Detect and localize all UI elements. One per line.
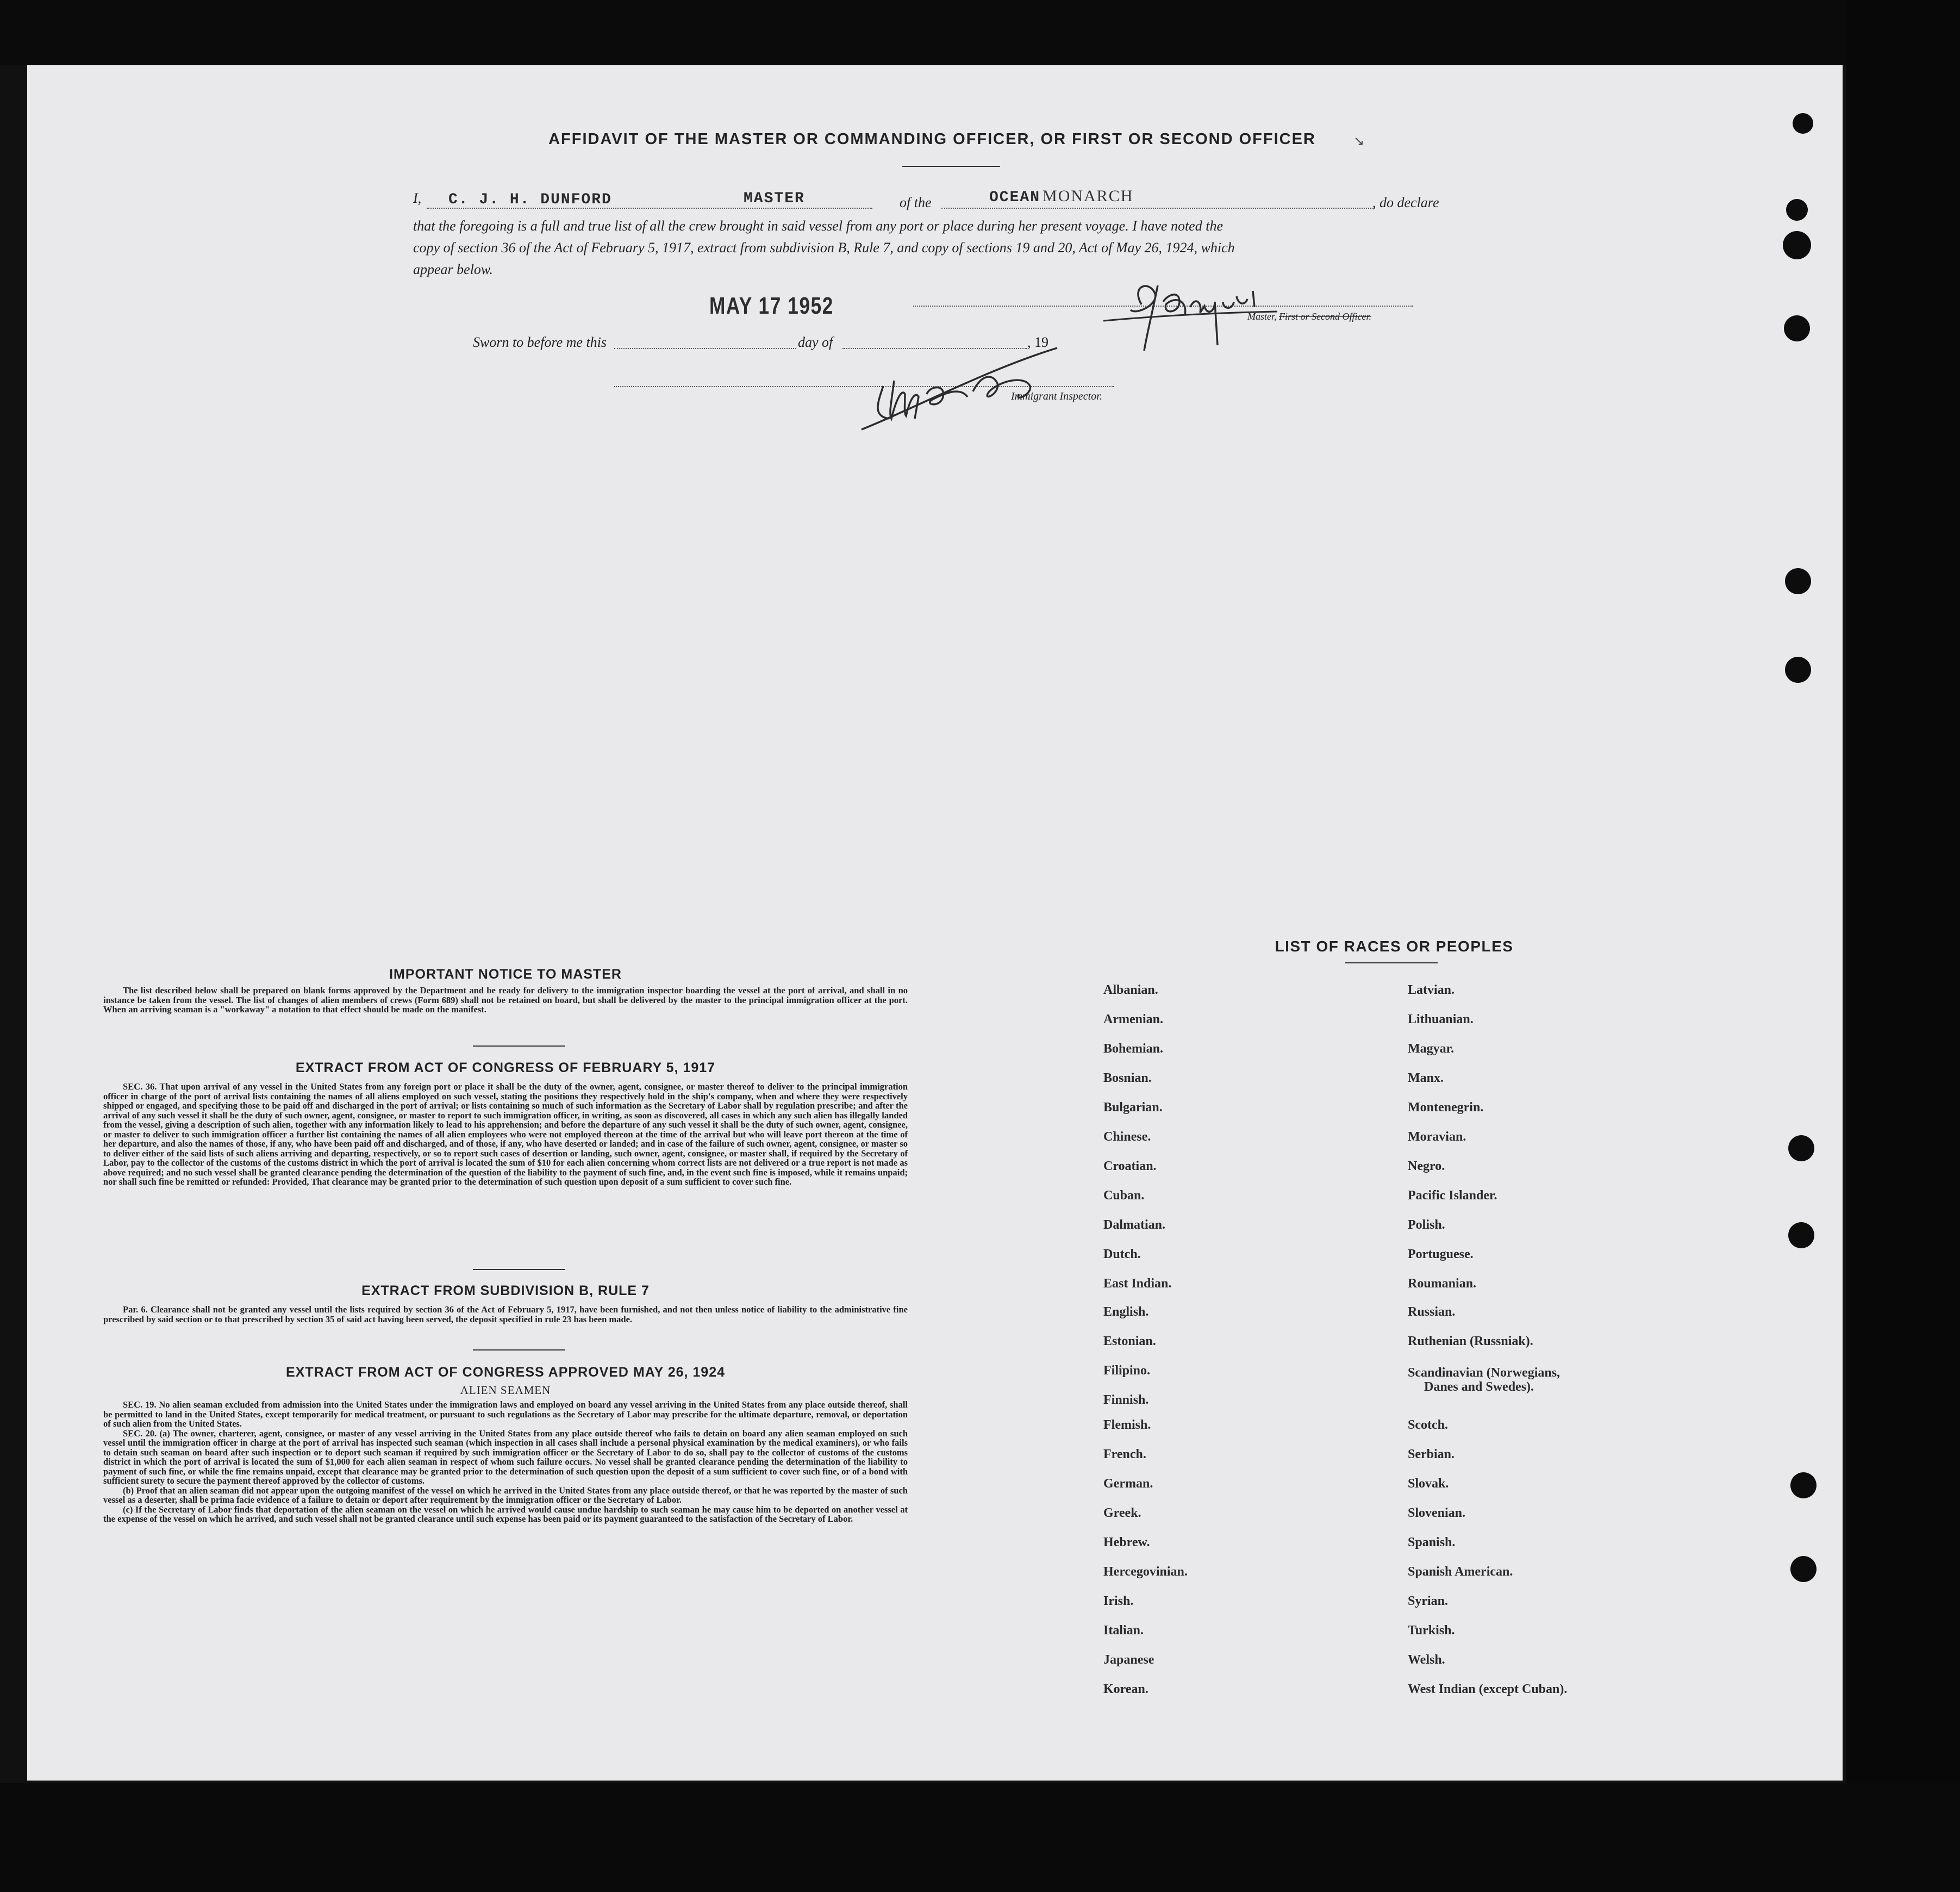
race-item: Bohemian. [1103,1042,1164,1056]
race-item: Korean. [1103,1682,1148,1696]
race-item: English. [1103,1305,1149,1319]
sec-19-paragraph: SEC. 19. No alien seaman excluded from admission into the United States under the immigration laws and employed on board any vessel arriving in the United States from any place outside thereof, shall be permitted to land in the United States, except temporarily for medical treatment, or pursuant to such regulations as the Secretary of Labor may prescribe for the ultimate departure, removal, or deportation of such alien from the United States. [103,1399,908,1429]
punch-hole [1793,113,1813,134]
vessel-name [989,187,1133,206]
rule7-text [103,1305,908,1324]
races-title: LIST OF RACES OR PEOPLES [1275,938,1514,955]
sec-20a-paragraph: SEC. 20. (a) The owner, charterer, agent, consignee, or master of any vessel arriving in the United States from any place outside thereof who fails to detain on board any alien seaman employed on such vessel until the immigration officer in charge at the port of arrival has inspected such seaman (which inspection in all cases shall include a personal physical examination by the medical examiners), or who fails to detain such seaman on board after such inspection or to deport such seaman if required by such immigration officer or the Secretary of Labor to do so, shall pay to the collector of customs of the customs district in which the port of arrival is located the sum of $1,000 for each alien seaman in respect of whom such failure occurs. No vessel shall be granted clearance pending the determination of the liability to payment of such fine, or while the fine remains unpaid, except that clearance may be granted prior to the determination of such question upon the deposit of a sum sufficient to cover such fine, or of a bond with sufficient surety to secure the payment thereof approved by the collector of customs. [103,1428,908,1486]
race-item: Roumanian. [1408,1277,1477,1291]
master-caption-label: Master, [1247,311,1277,322]
punch-hole [1790,1556,1817,1582]
sworn-label: Sworn to before me this [473,334,607,350]
race-item: Welsh. [1408,1653,1445,1667]
race-item: Japanese [1103,1653,1154,1667]
film-border-right [1846,0,1960,1892]
race-item: German. [1103,1477,1153,1491]
sworn-day-line [614,348,796,349]
race-item: Filipino. [1103,1364,1151,1378]
race-item: Hercegovinian. [1103,1565,1188,1579]
race-item: Slovak. [1408,1477,1449,1491]
vessel-dotted-line [941,208,1374,209]
do-declare-label: , do declare [1372,195,1439,210]
race-item: Scandinavian (Norwegians, [1408,1366,1560,1380]
race-item: Armenian. [1103,1012,1163,1026]
vessel-name-bold: OCEAN [989,189,1041,206]
alien-seamen-subtitle: ALIEN SEAMEN [460,1384,551,1397]
race-item: Moravian. [1408,1130,1466,1144]
race-item: Negro. [1408,1159,1445,1173]
rank: MASTER [744,190,805,207]
race-item: Chinese. [1103,1130,1151,1144]
master-name: C. J. H. DUNFORD [448,191,612,208]
race-item: Serbian. [1408,1447,1455,1461]
race-item: Irish. [1103,1594,1134,1608]
date-stamp: MAY 17 1952 [709,292,834,319]
race-item: Spanish. [1408,1535,1456,1549]
i-label: I, [413,190,422,206]
affidavit-body-1: that the foregoing is a full and true list of all the crew brought in said vessel from any port or place during her present voyage. I have noted the [413,218,1223,234]
par-6-paragraph: Par. 6. Clearance shall not be granted any vessel until the lists required by section 36 of the Act of February 5, 1917, have been furnished, and not then unless notice of liability to the administrative fine prescribed by said section or to that prescribed by section 35 of said act having been served, the deposit specified in rule 23 has been made. [103,1304,908,1324]
affidavit-body-2: copy of section 36 of the Act of February 5, 1917, extract from subdivision B, Rule 7, and copy of sections 19 and 20, Act of May 26, 1924, which [413,240,1235,256]
race-item: Latvian. [1408,983,1455,997]
race-item: Lithuanian. [1408,1012,1474,1026]
punch-hole [1788,1135,1814,1161]
race-item: Dutch. [1103,1247,1141,1261]
divider-1 [473,1045,565,1047]
race-item: East Indian. [1103,1277,1172,1291]
race-item: Cuban. [1103,1188,1145,1203]
day-of-label: day of [798,334,833,350]
title-divider [902,166,1000,167]
race-item: Estonian. [1103,1334,1156,1348]
extract-1924-text [103,1400,908,1524]
race-item: Polish. [1408,1218,1445,1232]
punch-hole [1788,1222,1814,1248]
notice-title: IMPORTANT NOTICE TO MASTER [389,967,622,982]
races-divider [1345,962,1438,963]
rule7-title: EXTRACT FROM SUBDIVISION B, RULE 7 [361,1283,650,1298]
notice-text [103,986,908,1015]
race-item: Russian. [1408,1305,1456,1319]
punch-hole [1784,315,1810,341]
race-item: Magyar. [1408,1042,1455,1056]
document-page [27,65,1843,1781]
race-item: Flemish. [1103,1418,1151,1432]
sec-20c-paragraph: (c) If the Secretary of Labor finds that deportation of the alien seaman on the vessel on which he arrived would cause undue hardship to such seaman he may cause him to be deported on another vessel at the expense of the vessel on which he arrived, and such vessel shall not be granted clearance until such expense has been paid or its payment guaranteed to the satisfaction of the Secretary of Labor. [103,1504,908,1524]
race-item: Croatian. [1103,1159,1157,1173]
extract-1917-text [103,1082,908,1187]
mark-arrow: ↘ [1353,134,1365,148]
race-item: Slovenian. [1408,1506,1466,1520]
race-item: Spanish American. [1408,1565,1513,1579]
extract-1917-title: EXTRACT FROM ACT OF CONGRESS OF FEBRUARY 5, 1917 [295,1060,716,1075]
punch-hole [1790,1472,1817,1498]
punch-hole [1783,231,1811,259]
film-border-top [0,0,1960,65]
race-item: Turkish. [1408,1623,1455,1638]
race-item: Pacific Islander. [1408,1188,1497,1203]
race-item: Greek. [1103,1506,1141,1520]
race-item: Ruthenian (Russniak). [1408,1334,1533,1348]
race-item: Italian. [1103,1623,1144,1638]
vessel-name-rest: MONARCH [1043,187,1134,205]
divider-2 [473,1269,565,1270]
race-item: West Indian (except Cuban). [1408,1682,1568,1696]
film-border-bottom [0,1783,1960,1892]
race-item: Bulgarian. [1103,1100,1163,1115]
race-item: Portuguese. [1408,1247,1474,1261]
punch-hole [1785,568,1811,594]
race-item: French. [1103,1447,1146,1461]
race-item: Finnish. [1103,1393,1149,1407]
race-item: Dalmatian. [1103,1218,1165,1232]
affidavit-title: AFFIDAVIT OF THE MASTER OR COMMANDING OFFICER, OR FIRST OR SECOND OFFICER [548,130,1316,148]
race-item: Montenegrin. [1408,1100,1484,1115]
race-item: Hebrew. [1103,1535,1150,1549]
master-signature [1098,264,1283,356]
extract-1924-title: EXTRACT FROM ACT OF CONGRESS APPROVED MAY 26, 1924 [285,1365,726,1380]
punch-hole [1786,199,1808,221]
race-item: Albanian. [1103,983,1158,997]
sec-20b-paragraph: (b) Proof that an alien seaman did not appear upon the outgoing manifest of the vessel on which he arrived in the United States from any place outside thereof, or that he was reported by the master of such vessel as a deserter, shall be prima facie evidence of a failure to detain or deport after requirement by the immigration officer or the Secretary of Labor. [103,1485,908,1505]
inspector-signature [851,343,1068,435]
of-the-label: of the [900,195,932,210]
race-item: Bosnian. [1103,1071,1152,1085]
punch-hole [1785,657,1811,683]
race-item: Scotch. [1408,1418,1448,1432]
affidavit-body-3: appear below. [413,262,493,277]
divider-3 [473,1349,565,1350]
section-36-paragraph: SEC. 36. That upon arrival of any vessel in the United States from any foreign port or place it shall be the duty of the owner, agent, consignee, or master thereof to deliver to the principal immigration officer in charge of the port of arrival lists containing the names of all aliens employed on such vessel, stating the positions they respectively hold in the ship's company, when and where they were respectively shipped or engaged, and specifying those to be paid off and discharged in the port of arrival; or lists containing so much of such information as the Secretary of Labor shall by regulation prescribe; and after the arrival of any such vessel it shall be the duty of such owner, agent, consignee, or master to report to such immigration officer, in writing, as soon as discovered, all cases in which any such alien has illegally landed from the vessel, giving a description of such alien, together with any information likely to lead to his apprehension; and before the departure of any such vessel it shall be the duty of such owner, agent, consignee, or master to deliver to such immigration officer a further list containing the names of all alien employees who were not employed thereon at the time of the arrival but who will leave port thereon at the time of her departure, and also the names of those, if any, who have been paid off and discharged, and of those, if any, who have deserted or landed; and in case of the failure of such owner, agent, consignee, or master so to deliver either of the said lists of such aliens arriving and departing, respectively, or so to report such cases of desertion or landing, such owner, agent, consignee, or master shall, if required by the Secretary of Labor, pay to the collector of the customs of the customs district in which the port of arrival is located the sum of $10 for each alien concerning whom correct lists are not delivered or a true report is not made as above required; and no such vessel shall be granted clearance pending the determination of the question of the liability to the payment of such fine, and, in the event such fine is imposed, while it remains unpaid; nor shall such fine be remitted or refunded: Provided, That clearance may be granted prior to the determination of such question upon deposit of a sum sufficient to cover such fine. [103,1081,908,1187]
year-prefix: , 19 [1027,334,1048,350]
race-item: Manx. [1408,1071,1444,1085]
struck-officer-caption: First or Second Officer. [1279,311,1371,322]
race-item: Syrian. [1408,1594,1449,1608]
inspector-caption: Immigrant Inspector. [1011,390,1102,402]
race-item-continued: Danes and Swedes). [1424,1380,1534,1394]
notice-paragraph: The list described below shall be prepared on blank forms approved by the Department and be ready for delivery to the immigration inspector boarding the vessel at the port of arrival, and shall in no instance be taken from the vessel. The list of changes of alien members of crews (Form 689) shall not be retained on board, but shall be delivered by the master to the principal immigration officer at the port. When an arriving seaman is a "workaway" a notation to that effect should be made on the manifest. [103,985,908,1015]
